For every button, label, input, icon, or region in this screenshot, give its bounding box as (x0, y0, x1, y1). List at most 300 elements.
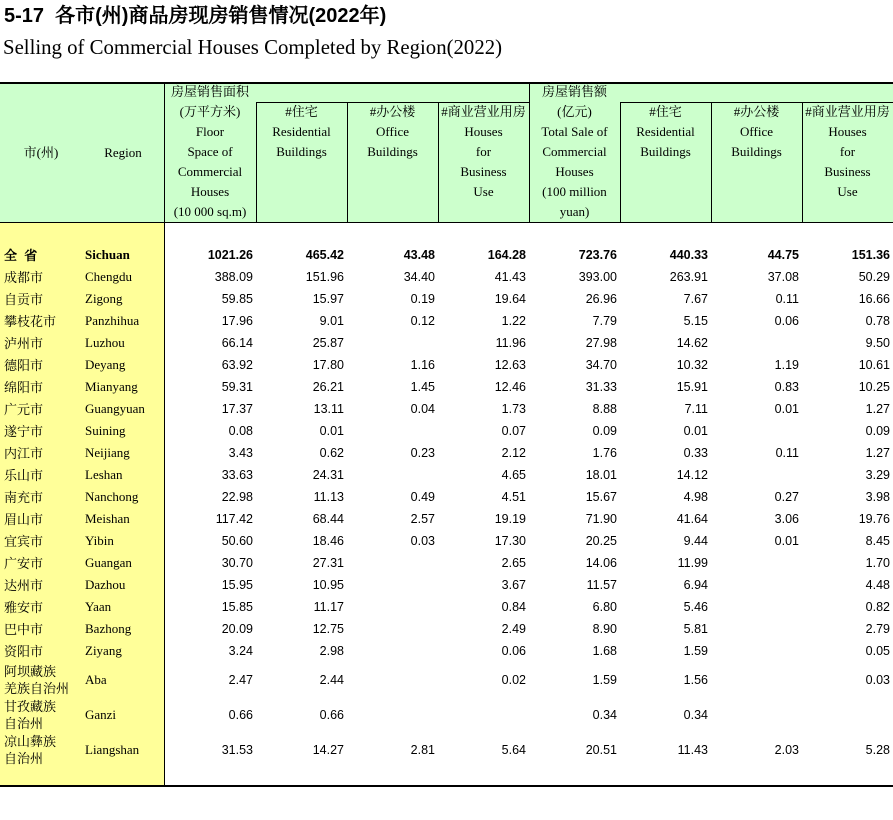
cell-region: Nanchong (85, 489, 139, 504)
cell-value: 5.81 (683, 622, 708, 636)
cell-region: Ziyang (85, 643, 122, 658)
header-region (82, 84, 164, 222)
cell-region: Mianyang (85, 379, 138, 394)
cell-value: 4.65 (501, 468, 526, 482)
cell-region: Neijiang (85, 445, 130, 460)
column-divider (347, 102, 348, 222)
cell-value: 18.01 (585, 468, 617, 482)
header-line: for (839, 144, 856, 159)
cell-value: 19.64 (494, 292, 526, 306)
header-line: #商业营业用房 (805, 104, 890, 119)
cell-value: 11.99 (677, 556, 708, 570)
cell-value: 0.03 (865, 672, 890, 687)
table-row (0, 662, 893, 697)
cell-value: 2.44 (319, 672, 344, 687)
header-line: Commercial (177, 164, 243, 179)
cell-value: 50.60 (221, 534, 253, 548)
table-row (0, 508, 893, 530)
cell-value: 5.28 (865, 742, 890, 757)
cell-region: Ganzi (85, 706, 117, 722)
cell-value: 0.04 (410, 402, 435, 416)
cell-value: 0.01 (319, 424, 344, 438)
city-name-line: 南充市 (4, 489, 44, 505)
cell-region: Chengdu (85, 269, 132, 284)
cell-value: 0.49 (410, 490, 435, 504)
cell-value: 59.31 (221, 380, 253, 394)
cell-value: 0.11 (775, 292, 799, 306)
header-line: #办公楼 (369, 104, 416, 119)
cell-value: 10.61 (858, 358, 890, 372)
cell-value: 15.91 (676, 380, 708, 394)
cell-value: 6.94 (683, 578, 708, 592)
cell-value: 11.17 (313, 600, 344, 614)
header-floor-space-office (347, 102, 438, 162)
cell-value: 393.00 (578, 270, 617, 284)
table-row (0, 486, 893, 508)
city-name-line: 眉山市 (4, 511, 44, 527)
cell-city (0, 533, 82, 550)
city-name-line: 乐山市 (4, 467, 44, 483)
city-name-line: 内江市 (4, 445, 44, 461)
cell-value: 8.88 (592, 402, 617, 416)
header-sales-business (802, 102, 893, 202)
header-floor-space-business (438, 102, 529, 202)
header-line: Buildings (367, 144, 418, 159)
cell-city (0, 489, 82, 506)
cell-value: 20.51 (585, 742, 617, 757)
header-line: Use (837, 184, 858, 199)
cell-value: 2.65 (501, 556, 526, 570)
city-name-line: 广元市 (4, 401, 44, 417)
cell-region: Liangshan (85, 741, 140, 757)
cell-value: 1.56 (683, 672, 708, 687)
city-name-line: 阿坝藏族 (4, 663, 57, 679)
header-line: Commercial (542, 144, 607, 159)
header-floor-space-residential (256, 102, 347, 162)
cell-value: 41.43 (494, 270, 526, 284)
cell-region: Suining (85, 423, 126, 438)
cell-value: 0.66 (319, 707, 344, 722)
table-row (0, 530, 893, 552)
cell-value: 0.09 (592, 424, 617, 438)
cell-value: 2.57 (410, 512, 435, 526)
cell-city (0, 555, 82, 572)
cell-value: 20.09 (221, 622, 253, 636)
cell-value: 17.37 (221, 402, 253, 416)
cell-city (0, 621, 82, 638)
table-row (0, 574, 893, 596)
cell-value: 0.01 (774, 402, 799, 416)
cell-value: 12.75 (312, 622, 344, 636)
subheader-rule-floor (256, 102, 529, 103)
header-line: (亿元) (557, 104, 592, 119)
cell-value: 0.03 (410, 534, 435, 548)
cell-value: 0.19 (410, 292, 435, 306)
table-row (0, 376, 893, 398)
cell-city (0, 698, 82, 732)
cell-value: 17.96 (221, 314, 253, 328)
cell-value: 12.63 (494, 358, 526, 372)
cell-value: 2.47 (228, 672, 253, 687)
header-sales-total (529, 82, 620, 222)
cell-city (0, 247, 82, 264)
city-name-line: 羌族自治州 (4, 680, 70, 696)
header-line: (10 000 sq.m) (173, 204, 247, 219)
cell-region: Meishan (85, 511, 130, 526)
header-line: Houses (190, 184, 230, 199)
cell-value: 151.96 (305, 270, 344, 284)
cell-value: 1.73 (501, 402, 526, 416)
cell-city (0, 599, 82, 616)
cell-value: 2.79 (865, 622, 890, 636)
cell-value: 0.84 (501, 600, 526, 614)
cell-value: 2.98 (319, 644, 344, 658)
table-row-total (0, 244, 893, 266)
header-sales-residential (620, 102, 711, 162)
table-row (0, 442, 893, 464)
cell-city (0, 511, 82, 528)
header-line: yuan) (559, 204, 590, 219)
header-line: Floor (195, 124, 225, 139)
table-row (0, 420, 893, 442)
cell-value: 4.51 (501, 490, 526, 504)
cell-region: Leshan (85, 467, 123, 482)
column-divider (620, 102, 621, 222)
cell-value: 14.27 (312, 742, 344, 757)
cell-value: 12.46 (494, 380, 526, 394)
cell-value: 0.02 (501, 672, 526, 687)
cell-value: 2.12 (501, 446, 526, 460)
cell-value: 2.81 (410, 742, 435, 757)
city-name-line: 达州市 (4, 577, 44, 593)
cell-value: 44.75 (767, 248, 799, 262)
cell-value: 1.45 (410, 380, 435, 394)
cell-value: 1021.26 (207, 248, 253, 262)
cell-city (0, 357, 82, 374)
city-name-line: 甘孜藏族 (4, 698, 57, 714)
cell-value: 27.98 (585, 336, 617, 350)
city-name-line: 广安市 (4, 555, 44, 571)
cell-city (0, 335, 82, 352)
cell-value: 4.48 (865, 578, 890, 592)
cell-value: 22.98 (221, 490, 253, 504)
cell-value: 0.08 (228, 424, 253, 438)
cell-value: 117.42 (215, 512, 253, 526)
cell-value: 2.03 (774, 742, 799, 757)
city-name-line: 雅安市 (4, 599, 44, 615)
cell-value: 63.92 (221, 358, 253, 372)
cell-value: 14.62 (676, 336, 708, 350)
table-row (0, 332, 893, 354)
city-name-line: 攀枝花市 (4, 313, 57, 329)
cell-value: 5.64 (501, 742, 526, 757)
cell-value: 11.43 (677, 742, 708, 757)
cell-value: 1.59 (683, 644, 708, 658)
cell-value: 11.57 (586, 578, 617, 592)
column-divider (802, 102, 803, 222)
cell-value: 0.05 (865, 644, 890, 658)
cell-value: 1.70 (865, 556, 890, 570)
cell-value: 18.46 (312, 534, 344, 548)
table-row (0, 640, 893, 662)
table-row (0, 398, 893, 420)
cell-value: 2.49 (501, 622, 526, 636)
cell-region: Luzhou (85, 335, 125, 350)
column-divider (711, 102, 712, 222)
cell-value: 4.98 (683, 490, 708, 504)
table-bottom-border (0, 785, 893, 787)
cell-value: 10.32 (676, 358, 708, 372)
header-line: Business (460, 164, 507, 179)
header-line: 房屋销售额 (541, 84, 607, 99)
cell-value: 0.06 (774, 314, 799, 328)
table-row (0, 266, 893, 288)
cell-value: 26.21 (312, 380, 344, 394)
city-name-line: 资阳市 (4, 643, 44, 659)
header-line: Office (740, 124, 773, 139)
table-row (0, 464, 893, 486)
header-line: Residential (636, 124, 695, 139)
cell-value: 1.59 (592, 672, 617, 687)
cell-city (0, 401, 82, 418)
cell-region: Deyang (85, 357, 126, 372)
header-sales-office (711, 102, 802, 162)
cell-value: 30.70 (221, 556, 253, 570)
table-row (0, 732, 893, 767)
city-name-line: 遂宁市 (4, 423, 44, 439)
cell-value: 465.42 (305, 248, 344, 262)
header-line: Buildings (276, 144, 327, 159)
header-line: (万平方米) (179, 104, 241, 119)
cell-value: 0.62 (319, 446, 344, 460)
cell-value: 19.19 (494, 512, 526, 526)
cell-value: 10.25 (858, 380, 890, 394)
cell-value: 388.09 (214, 270, 253, 284)
cell-value: 27.31 (312, 556, 344, 570)
header-line: #办公楼 (733, 104, 780, 119)
cell-value: 0.07 (501, 424, 526, 438)
cell-value: 0.27 (774, 490, 799, 504)
cell-region: Sichuan (85, 247, 130, 262)
header-floor-space-total (164, 82, 256, 222)
table-top-border (0, 82, 893, 84)
cell-value: 71.90 (585, 512, 617, 526)
cell-value: 164.28 (487, 248, 526, 262)
header-line: #住宅 (285, 104, 318, 119)
cell-value: 440.33 (669, 248, 708, 262)
cell-region: Aba (85, 671, 107, 687)
column-divider (256, 102, 257, 222)
page-title-en: Selling of Commercial Houses Completed by Region(2022) (3, 36, 503, 59)
header-line: (100 million (542, 184, 607, 199)
city-name-line: 全 省 (4, 247, 38, 263)
cell-value: 0.06 (501, 644, 526, 658)
table-row (0, 596, 893, 618)
cell-value: 41.64 (676, 512, 708, 526)
cell-value: 5.46 (683, 600, 708, 614)
cell-value: 0.01 (683, 424, 708, 438)
cell-city (0, 467, 82, 484)
cell-region: Dazhou (85, 577, 126, 592)
cell-value: 0.78 (865, 314, 890, 328)
header-line: Houses (464, 124, 503, 139)
cell-value: 0.83 (774, 380, 799, 394)
cell-value: 1.27 (865, 446, 890, 460)
cell-value: 50.29 (858, 270, 890, 284)
cell-region: Bazhong (85, 621, 132, 636)
cell-value: 43.48 (403, 248, 435, 262)
cell-region: Panzhihua (85, 313, 140, 328)
column-divider (438, 102, 439, 222)
header-line: Total Sale of (541, 124, 608, 139)
cell-value: 9.01 (319, 314, 344, 328)
cell-value: 1.27 (865, 402, 890, 416)
cell-value: 34.70 (585, 358, 617, 372)
cell-city (0, 269, 82, 286)
cell-city (0, 313, 82, 330)
cell-value: 0.33 (683, 446, 708, 460)
cell-value: 66.14 (221, 336, 253, 350)
cell-value: 3.24 (228, 644, 253, 658)
cell-city (0, 379, 82, 396)
header-line: Houses (828, 124, 867, 139)
cell-value: 15.85 (221, 600, 253, 614)
header-line: Residential (272, 124, 331, 139)
cell-value: 25.87 (312, 336, 344, 350)
cell-value: 11.96 (495, 336, 526, 350)
header-line: Houses (555, 164, 594, 179)
cell-value: 11.13 (313, 490, 344, 504)
header-line: 房屋销售面积 (170, 84, 249, 99)
header-line: #商业营业用房 (441, 104, 526, 119)
cell-value: 0.12 (410, 314, 435, 328)
table-row (0, 354, 893, 376)
cell-value: 263.91 (669, 270, 708, 284)
cell-value: 19.76 (858, 512, 890, 526)
city-name-line: 泸州市 (4, 335, 44, 351)
city-name-line: 成都市 (4, 269, 44, 285)
cell-value: 0.66 (228, 707, 253, 722)
header-line: #住宅 (649, 104, 682, 119)
cell-region: Guangan (85, 555, 132, 570)
header-city (0, 84, 82, 222)
city-name-line: 自贡市 (4, 291, 44, 307)
table-row (0, 552, 893, 574)
cell-value: 34.40 (403, 270, 435, 284)
cell-value: 3.06 (774, 512, 799, 526)
cell-value: 0.11 (775, 446, 799, 460)
city-name-line: 自治州 (4, 715, 44, 731)
cell-value: 1.68 (592, 644, 617, 658)
cell-value: 9.50 (865, 336, 890, 350)
cell-value: 59.85 (221, 292, 253, 306)
cell-value: 151.36 (851, 248, 890, 262)
cell-value: 17.30 (494, 534, 526, 548)
cell-value: 3.29 (865, 468, 890, 482)
header-line: Use (473, 184, 494, 199)
table-body (0, 244, 893, 767)
cell-value: 15.95 (221, 578, 253, 592)
cell-value: 3.67 (501, 578, 526, 592)
cell-value: 0.34 (592, 707, 617, 722)
cell-value: 7.67 (683, 292, 708, 306)
header-line: Buildings (640, 144, 691, 159)
cell-value: 9.44 (683, 534, 708, 548)
cell-value: 16.66 (858, 292, 890, 306)
cell-value: 723.76 (578, 248, 617, 262)
cell-value: 3.98 (865, 490, 890, 504)
cell-region: Yibin (85, 533, 114, 548)
header-line: Buildings (731, 144, 782, 159)
cell-value: 1.76 (592, 446, 617, 460)
cell-value: 1.19 (774, 358, 799, 372)
city-name-line: 宜宾市 (4, 533, 44, 549)
cell-city (0, 733, 82, 767)
subheader-rule-sales (620, 102, 893, 103)
header-region-label: Region (104, 145, 142, 160)
cell-value: 24.31 (312, 468, 344, 482)
cell-value: 15.67 (585, 490, 617, 504)
cell-value: 13.11 (313, 402, 344, 416)
cell-value: 26.96 (585, 292, 617, 306)
cell-value: 14.12 (676, 468, 708, 482)
cell-value: 0.34 (683, 707, 708, 722)
cell-region: Zigong (85, 291, 123, 306)
cell-value: 15.97 (312, 292, 344, 306)
region-column-divider (164, 82, 165, 786)
cell-region: Yaan (85, 599, 112, 614)
cell-value: 31.33 (585, 380, 617, 394)
cell-value: 3.43 (228, 446, 253, 460)
cell-value: 1.22 (501, 314, 526, 328)
cell-value: 10.95 (312, 578, 344, 592)
cell-city (0, 445, 82, 462)
header-bottom-border (0, 222, 893, 223)
cell-value: 17.80 (312, 358, 344, 372)
page-title-cn: 5-17 各市(州)商品房现房销售情况(2022年) (4, 5, 387, 27)
cell-value: 33.63 (221, 468, 253, 482)
city-name-line: 自治州 (4, 750, 44, 766)
cell-value: 37.08 (767, 270, 799, 284)
cell-region: Guangyuan (85, 401, 145, 416)
cell-value: 20.25 (585, 534, 617, 548)
cell-value: 0.01 (774, 534, 799, 548)
header-line: for (475, 144, 492, 159)
cell-city (0, 643, 82, 660)
table-row (0, 310, 893, 332)
table-row (0, 288, 893, 310)
cell-value: 0.82 (865, 600, 890, 614)
cell-value: 1.16 (410, 358, 435, 372)
cell-value: 31.53 (221, 742, 253, 757)
cell-value: 8.90 (592, 622, 617, 636)
header-city-label: 市(州) (23, 145, 59, 160)
cell-city (0, 291, 82, 308)
city-name-line: 巴中市 (4, 621, 44, 637)
table-row (0, 697, 893, 732)
group-divider (529, 84, 530, 222)
cell-value: 5.15 (683, 314, 708, 328)
cell-value: 7.79 (592, 314, 617, 328)
table-row (0, 618, 893, 640)
cell-value: 0.23 (410, 446, 435, 460)
cell-value: 6.80 (592, 600, 617, 614)
cell-value: 14.06 (585, 556, 617, 570)
cell-value: 68.44 (312, 512, 344, 526)
cell-value: 7.11 (684, 402, 708, 416)
header-line: Space of (187, 144, 233, 159)
cell-city (0, 423, 82, 440)
